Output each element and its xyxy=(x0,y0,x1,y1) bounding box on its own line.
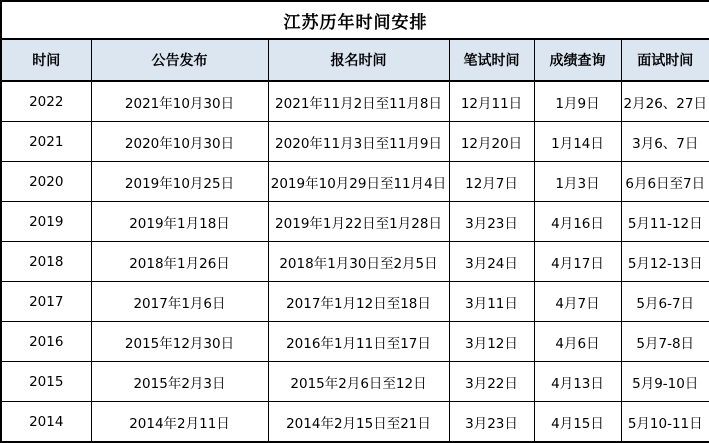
cell-time: 2015 xyxy=(1,362,91,402)
header-row xyxy=(1,39,709,81)
table-row xyxy=(1,81,709,122)
cell-time: 2017 xyxy=(1,282,91,322)
cell-written-exam: 3月11日 xyxy=(449,282,534,322)
table-row xyxy=(1,162,709,202)
cell-time: 2018 xyxy=(1,242,91,282)
cell-written-exam: 3月22日 xyxy=(449,362,534,402)
col-header-score-query: 成绩查询 xyxy=(534,39,621,81)
cell-score-query: 4月17日 xyxy=(534,242,621,282)
cell-registration: 2015年2月6日至12日 xyxy=(268,362,449,402)
cell-score-query: 4月15日 xyxy=(534,402,621,443)
cell-announcement: 2015年12月30日 xyxy=(91,322,268,362)
cell-announcement: 2017年1月6日 xyxy=(91,282,268,322)
col-header-announcement: 公告发布 xyxy=(91,39,268,81)
cell-registration: 2016年1月11日至17日 xyxy=(268,322,449,362)
cell-time: 2021 xyxy=(1,122,91,162)
cell-interview: 5月9-10日 xyxy=(621,362,709,402)
cell-score-query: 1月14日 xyxy=(534,122,621,162)
cell-announcement: 2015年2月3日 xyxy=(91,362,268,402)
table-row xyxy=(1,122,709,162)
cell-announcement: 2019年10月25日 xyxy=(91,162,268,202)
cell-time: 2014 xyxy=(1,402,91,443)
col-header-interview: 面试时间 xyxy=(621,39,709,81)
cell-written-exam: 12月11日 xyxy=(449,81,534,122)
cell-score-query: 1月3日 xyxy=(534,162,621,202)
cell-registration: 2021年11月2日至11月8日 xyxy=(268,81,449,122)
cell-written-exam: 3月23日 xyxy=(449,202,534,242)
cell-registration: 2020年11月3日至11月9日 xyxy=(268,122,449,162)
cell-announcement: 2018年1月26日 xyxy=(91,242,268,282)
cell-interview: 2月26、27日 xyxy=(621,81,709,122)
cell-time: 2019 xyxy=(1,202,91,242)
table-row xyxy=(1,322,709,362)
cell-announcement: 2021年10月30日 xyxy=(91,81,268,122)
cell-announcement: 2014年2月11日 xyxy=(91,402,268,443)
table-body xyxy=(1,81,709,442)
cell-time: 2016 xyxy=(1,322,91,362)
cell-score-query: 4月16日 xyxy=(534,202,621,242)
title-row xyxy=(1,1,709,39)
cell-announcement: 2020年10月30日 xyxy=(91,122,268,162)
cell-score-query: 1月9日 xyxy=(534,81,621,122)
cell-registration: 2014年2月15日至21日 xyxy=(268,402,449,443)
cell-written-exam: 12月20日 xyxy=(449,122,534,162)
cell-score-query: 4月6日 xyxy=(534,322,621,362)
cell-time: 2022 xyxy=(1,81,91,122)
table-row xyxy=(1,362,709,402)
table-row xyxy=(1,242,709,282)
cell-time: 2020 xyxy=(1,162,91,202)
table-row xyxy=(1,202,709,242)
cell-interview: 3月6、7日 xyxy=(621,122,709,162)
cell-registration: 2019年10月29日至11月4日 xyxy=(268,162,449,202)
cell-interview: 5月11-12日 xyxy=(621,202,709,242)
cell-announcement: 2019年1月18日 xyxy=(91,202,268,242)
col-header-written-exam: 笔试时间 xyxy=(449,39,534,81)
cell-interview: 5月7-8日 xyxy=(621,322,709,362)
col-header-registration: 报名时间 xyxy=(268,39,449,81)
cell-registration: 2018年1月30日至2月5日 xyxy=(268,242,449,282)
cell-written-exam: 3月24日 xyxy=(449,242,534,282)
cell-written-exam: 3月12日 xyxy=(449,322,534,362)
col-header-time: 时间 xyxy=(1,39,91,81)
cell-registration: 2019年1月22日至1月28日 xyxy=(268,202,449,242)
table-title: 江苏历年时间安排 xyxy=(1,1,709,39)
cell-interview: 5月10-11日 xyxy=(621,402,709,443)
cell-interview: 5月6-7日 xyxy=(621,282,709,322)
cell-score-query: 4月7日 xyxy=(534,282,621,322)
cell-written-exam: 3月23日 xyxy=(449,402,534,443)
table-row xyxy=(1,282,709,322)
table-row xyxy=(1,402,709,443)
cell-registration: 2017年1月12日至18日 xyxy=(268,282,449,322)
cell-score-query: 4月13日 xyxy=(534,362,621,402)
cell-written-exam: 12月7日 xyxy=(449,162,534,202)
cell-interview: 5月12-13日 xyxy=(621,242,709,282)
cell-interview: 6月6日至7日 xyxy=(621,162,709,202)
